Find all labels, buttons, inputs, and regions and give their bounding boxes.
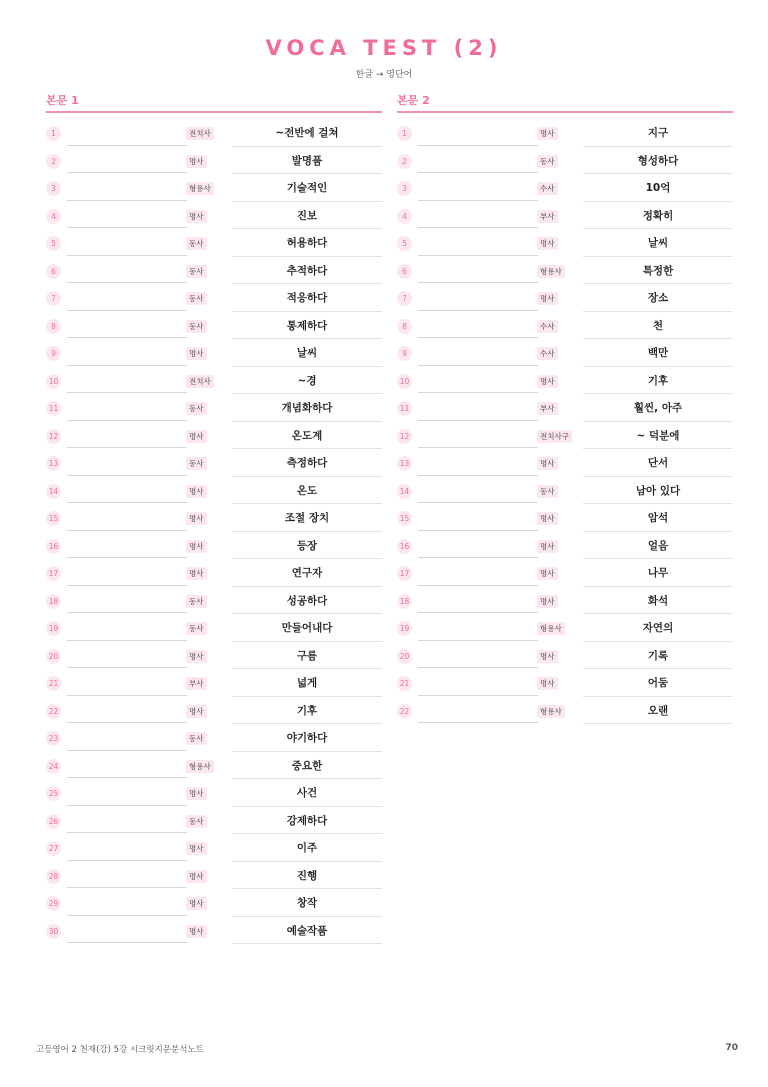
part-of-speech-badge: 명사 — [537, 375, 558, 388]
item-number: 28 — [46, 869, 61, 884]
word-row — [397, 559, 733, 587]
word-row — [397, 284, 733, 312]
item-number: 10 — [46, 374, 61, 389]
korean-meaning: 이주 — [296, 842, 318, 854]
word-row — [397, 367, 733, 395]
item-number: 20 — [46, 649, 61, 664]
part-of-speech-badge: 동사 — [186, 292, 207, 305]
korean-meaning: 사건 — [296, 787, 318, 799]
row-divider — [232, 943, 382, 944]
korean-meaning: 통제하다 — [286, 319, 328, 332]
item-number: 6 — [46, 264, 61, 279]
word-row — [397, 669, 733, 697]
page-subtitle: 한글 → 영단어 — [355, 70, 413, 80]
korean-meaning: 10억 — [645, 182, 671, 194]
item-number: 23 — [46, 731, 61, 746]
answer-blank[interactable] — [418, 172, 538, 173]
answer-blank[interactable] — [418, 557, 538, 558]
korean-meaning: 적응하다 — [286, 292, 328, 304]
item-number: 16 — [46, 539, 61, 554]
item-number: 22 — [46, 704, 61, 719]
part-of-speech-badge: 동사 — [186, 595, 207, 608]
word-row — [397, 119, 733, 147]
answer-blank[interactable] — [67, 722, 187, 723]
part-of-speech-badge: 부사 — [186, 677, 207, 690]
word-row — [46, 669, 382, 697]
part-of-speech-badge: 동사 — [537, 155, 558, 168]
answer-blank[interactable] — [418, 585, 538, 586]
item-number: 2 — [46, 154, 61, 169]
word-row — [46, 614, 382, 642]
word-row — [397, 312, 733, 340]
korean-meaning: 지구 — [647, 127, 669, 139]
answer-blank[interactable] — [67, 255, 187, 256]
item-number: 16 — [397, 539, 412, 554]
word-row — [46, 174, 382, 202]
korean-meaning: 백만 — [647, 347, 669, 359]
word-row — [397, 449, 733, 477]
part-of-speech-badge: 동사 — [186, 237, 207, 250]
word-row — [46, 449, 382, 477]
answer-blank[interactable] — [67, 200, 187, 201]
word-row — [397, 394, 733, 422]
word-row — [46, 202, 382, 230]
korean-meaning: 남아 있다 — [635, 484, 681, 497]
answer-blank[interactable] — [67, 557, 187, 558]
answer-blank[interactable] — [67, 282, 187, 283]
word-row — [46, 642, 382, 670]
word-row — [397, 147, 733, 175]
korean-meaning: 날씨 — [647, 237, 669, 249]
part-of-speech-badge: 명사 — [186, 925, 207, 938]
item-number: 26 — [46, 814, 61, 829]
answer-blank[interactable] — [418, 502, 538, 503]
korean-meaning: ~경 — [297, 374, 317, 387]
part-of-speech-badge: 명사 — [186, 842, 207, 855]
answer-blank[interactable] — [67, 915, 187, 916]
item-number: 4 — [46, 209, 61, 224]
word-list — [397, 119, 733, 724]
item-number: 1 — [397, 126, 412, 141]
word-row — [46, 779, 382, 807]
word-row — [46, 312, 382, 340]
part-of-speech-badge: 명사 — [186, 430, 207, 443]
korean-meaning: 성공하다 — [286, 594, 328, 607]
page-number: 70 — [725, 1043, 738, 1053]
part-of-speech-badge: 명사 — [186, 210, 207, 223]
korean-meaning: 자연의 — [642, 622, 674, 634]
word-row — [397, 339, 733, 367]
part-of-speech-badge: 명사 — [186, 705, 207, 718]
word-row — [46, 504, 382, 532]
korean-meaning: 등장 — [296, 539, 318, 552]
item-number: 14 — [46, 484, 61, 499]
part-of-speech-badge: 부사 — [537, 402, 558, 415]
answer-blank[interactable] — [67, 502, 187, 503]
answer-blank[interactable] — [418, 145, 538, 146]
part-of-speech-badge: 형용사 — [537, 622, 565, 635]
korean-meaning: 천 — [652, 319, 664, 332]
korean-meaning: 중요한 — [291, 759, 323, 772]
part-of-speech-badge: 명사 — [537, 567, 558, 580]
answer-blank[interactable] — [67, 942, 187, 943]
korean-meaning: 기후 — [647, 374, 669, 387]
item-number: 25 — [46, 786, 61, 801]
part-of-speech-badge: 명사 — [186, 347, 207, 360]
korean-meaning: 넓게 — [296, 677, 318, 689]
part-of-speech-badge: 명사 — [537, 457, 558, 470]
row-divider — [583, 723, 733, 724]
item-number: 17 — [46, 566, 61, 581]
item-number: 19 — [46, 621, 61, 636]
item-number: 13 — [46, 456, 61, 471]
korean-meaning: 기술적인 — [286, 182, 328, 194]
word-row — [397, 202, 733, 230]
item-number: 1 — [46, 126, 61, 141]
footer-book-title: 고등영어 2 천재(강) 5강 시크릿지문분석노트 — [36, 1045, 204, 1055]
answer-blank[interactable] — [67, 447, 187, 448]
answer-blank[interactable] — [67, 887, 187, 888]
section-heading: 본문 2 — [397, 93, 733, 113]
part-of-speech-badge: 동사 — [186, 815, 207, 828]
korean-meaning: 특정한 — [642, 264, 674, 277]
word-list — [46, 119, 382, 944]
korean-meaning: 어둠 — [647, 677, 669, 689]
answer-blank[interactable] — [67, 365, 187, 366]
part-of-speech-badge: 명사 — [186, 540, 207, 553]
item-number: 29 — [46, 896, 61, 911]
word-row — [46, 394, 382, 422]
part-of-speech-badge: 전치사구 — [537, 430, 572, 443]
korean-meaning: 단서 — [647, 457, 669, 469]
word-row — [46, 559, 382, 587]
word-row — [46, 587, 382, 615]
item-number: 24 — [46, 759, 61, 774]
item-number: 8 — [46, 319, 61, 334]
word-row — [397, 504, 733, 532]
part-of-speech-badge: 수사 — [537, 320, 558, 333]
answer-blank[interactable] — [67, 337, 187, 338]
answer-blank[interactable] — [67, 612, 187, 613]
part-of-speech-badge: 수사 — [537, 347, 558, 360]
answer-blank[interactable] — [418, 640, 538, 641]
part-of-speech-badge: 형용사 — [537, 265, 565, 278]
word-row — [46, 339, 382, 367]
answer-blank[interactable] — [67, 392, 187, 393]
answer-blank[interactable] — [67, 227, 187, 228]
answer-blank[interactable] — [418, 695, 538, 696]
word-row — [397, 614, 733, 642]
part-of-speech-badge: 동사 — [186, 265, 207, 278]
answer-blank[interactable] — [418, 612, 538, 613]
korean-meaning: 기록 — [647, 649, 669, 662]
korean-meaning: 창작 — [296, 897, 318, 909]
korean-meaning: 나무 — [647, 567, 669, 579]
word-row — [46, 834, 382, 862]
word-row — [397, 257, 733, 285]
part-of-speech-badge: 동사 — [186, 320, 207, 333]
answer-blank[interactable] — [418, 420, 538, 421]
word-row — [46, 862, 382, 890]
part-of-speech-badge: 동사 — [186, 622, 207, 635]
item-number: 9 — [397, 346, 412, 361]
section-1 — [46, 93, 382, 944]
item-number: 14 — [397, 484, 412, 499]
part-of-speech-badge: 명사 — [186, 897, 207, 910]
answer-blank[interactable] — [67, 145, 187, 146]
korean-meaning: 측정하다 — [286, 457, 328, 469]
word-row — [397, 174, 733, 202]
word-row — [397, 587, 733, 615]
korean-meaning: 온도 — [296, 484, 318, 497]
item-number: 3 — [397, 181, 412, 196]
korean-meaning: 개념화하다 — [281, 402, 333, 414]
section-heading: 본문 1 — [46, 93, 382, 113]
answer-blank[interactable] — [418, 310, 538, 311]
part-of-speech-badge: 명사 — [186, 155, 207, 168]
word-row — [46, 147, 382, 175]
korean-meaning: 강제하다 — [286, 814, 328, 827]
answer-blank[interactable] — [418, 282, 538, 283]
word-row — [46, 697, 382, 725]
korean-meaning: 허용하다 — [286, 237, 328, 249]
korean-meaning: 정확히 — [642, 209, 674, 222]
korean-meaning: 암석 — [647, 512, 669, 524]
item-number: 3 — [46, 181, 61, 196]
word-row — [397, 642, 733, 670]
part-of-speech-badge: 동사 — [537, 485, 558, 498]
word-row — [46, 752, 382, 780]
word-row — [397, 697, 733, 725]
section-2 — [397, 93, 733, 724]
item-number: 8 — [397, 319, 412, 334]
word-row — [46, 284, 382, 312]
korean-meaning: 진행 — [296, 869, 318, 882]
korean-meaning: 훨씬, 아주 — [633, 402, 683, 414]
item-number: 17 — [397, 566, 412, 581]
item-number: 18 — [46, 594, 61, 609]
part-of-speech-badge: 명사 — [186, 650, 207, 663]
korean-meaning: 조절 장치 — [284, 512, 330, 524]
answer-blank[interactable] — [418, 722, 538, 723]
answer-blank[interactable] — [67, 310, 187, 311]
answer-blank[interactable] — [67, 695, 187, 696]
item-number: 5 — [46, 236, 61, 251]
korean-meaning: 추적하다 — [286, 264, 328, 277]
answer-blank[interactable] — [67, 640, 187, 641]
word-row — [46, 119, 382, 147]
korean-meaning: 연구자 — [291, 567, 323, 579]
answer-blank[interactable] — [67, 777, 187, 778]
answer-blank[interactable] — [418, 337, 538, 338]
item-number: 10 — [397, 374, 412, 389]
korean-meaning: 야기하다 — [286, 732, 328, 744]
part-of-speech-badge: 전치사 — [186, 375, 214, 388]
part-of-speech-badge: 형용사 — [186, 182, 214, 195]
word-row — [46, 724, 382, 752]
item-number: 18 — [397, 594, 412, 609]
korean-meaning: 기후 — [296, 704, 318, 717]
item-number: 7 — [397, 291, 412, 306]
part-of-speech-badge: 동사 — [186, 457, 207, 470]
answer-blank[interactable] — [67, 805, 187, 806]
answer-blank[interactable] — [67, 475, 187, 476]
item-number: 30 — [46, 924, 61, 939]
korean-meaning: 구름 — [296, 649, 318, 662]
item-number: 5 — [397, 236, 412, 251]
part-of-speech-badge: 명사 — [186, 485, 207, 498]
item-number: 13 — [397, 456, 412, 471]
answer-blank[interactable] — [67, 420, 187, 421]
part-of-speech-badge: 명사 — [537, 292, 558, 305]
answer-blank[interactable] — [418, 227, 538, 228]
item-number: 4 — [397, 209, 412, 224]
word-row — [46, 889, 382, 917]
page-title: VOCA TEST (2) — [265, 36, 503, 60]
item-number: 6 — [397, 264, 412, 279]
answer-blank[interactable] — [418, 365, 538, 366]
item-number: 7 — [46, 291, 61, 306]
word-row — [46, 917, 382, 945]
item-number: 21 — [46, 676, 61, 691]
part-of-speech-badge: 부사 — [537, 210, 558, 223]
korean-meaning: 진보 — [296, 209, 318, 222]
item-number: 12 — [397, 429, 412, 444]
korean-meaning: 예술작품 — [286, 924, 328, 937]
word-row — [46, 477, 382, 505]
korean-meaning: 만들어내다 — [281, 622, 333, 634]
korean-meaning: 형성하다 — [637, 154, 679, 167]
item-number: 2 — [397, 154, 412, 169]
item-number: 12 — [46, 429, 61, 444]
part-of-speech-badge: 전치사 — [186, 127, 214, 140]
part-of-speech-badge: 수사 — [537, 182, 558, 195]
answer-blank[interactable] — [67, 860, 187, 861]
korean-meaning: 온도계 — [291, 429, 323, 442]
item-number: 19 — [397, 621, 412, 636]
item-number: 9 — [46, 346, 61, 361]
item-number: 20 — [397, 649, 412, 664]
part-of-speech-badge: 명사 — [537, 127, 558, 140]
part-of-speech-badge: 명사 — [186, 787, 207, 800]
item-number: 11 — [46, 401, 61, 416]
item-number: 22 — [397, 704, 412, 719]
word-row — [397, 229, 733, 257]
word-row — [46, 422, 382, 450]
answer-blank[interactable] — [67, 530, 187, 531]
word-row — [397, 422, 733, 450]
answer-blank[interactable] — [418, 447, 538, 448]
part-of-speech-badge: 명사 — [537, 540, 558, 553]
item-number: 21 — [397, 676, 412, 691]
part-of-speech-badge: 동사 — [186, 402, 207, 415]
word-row — [46, 229, 382, 257]
item-number: 11 — [397, 401, 412, 416]
korean-meaning: 장소 — [647, 292, 669, 304]
word-row — [46, 532, 382, 560]
part-of-speech-badge: 명사 — [537, 677, 558, 690]
part-of-speech-badge: 형용사 — [537, 705, 565, 718]
answer-blank[interactable] — [67, 585, 187, 586]
part-of-speech-badge: 명사 — [537, 512, 558, 525]
part-of-speech-badge: 동사 — [186, 732, 207, 745]
answer-blank[interactable] — [418, 530, 538, 531]
item-number: 27 — [46, 841, 61, 856]
part-of-speech-badge: 명사 — [186, 512, 207, 525]
korean-meaning: 날씨 — [296, 347, 318, 359]
korean-meaning: ~전반에 걸쳐 — [275, 127, 339, 139]
korean-meaning: 얼음 — [647, 539, 669, 552]
answer-blank[interactable] — [67, 172, 187, 173]
answer-blank[interactable] — [418, 475, 538, 476]
korean-meaning: ~ 덕분에 — [636, 429, 680, 442]
part-of-speech-badge: 형용사 — [186, 760, 214, 773]
answer-blank[interactable] — [418, 392, 538, 393]
part-of-speech-badge: 명사 — [186, 870, 207, 883]
item-number: 15 — [397, 511, 412, 526]
answer-blank[interactable] — [418, 667, 538, 668]
korean-meaning: 화석 — [647, 594, 669, 607]
item-number: 15 — [46, 511, 61, 526]
part-of-speech-badge: 명사 — [186, 567, 207, 580]
part-of-speech-badge: 명사 — [537, 595, 558, 608]
answer-blank[interactable] — [67, 750, 187, 751]
answer-blank[interactable] — [418, 255, 538, 256]
korean-meaning: 발명품 — [291, 154, 323, 167]
answer-blank[interactable] — [418, 200, 538, 201]
word-row — [46, 367, 382, 395]
part-of-speech-badge: 명사 — [537, 237, 558, 250]
word-row — [46, 807, 382, 835]
answer-blank[interactable] — [67, 832, 187, 833]
answer-blank[interactable] — [67, 667, 187, 668]
word-row — [46, 257, 382, 285]
word-row — [397, 532, 733, 560]
word-row — [397, 477, 733, 505]
part-of-speech-badge: 명사 — [537, 650, 558, 663]
korean-meaning: 오랜 — [647, 704, 669, 717]
